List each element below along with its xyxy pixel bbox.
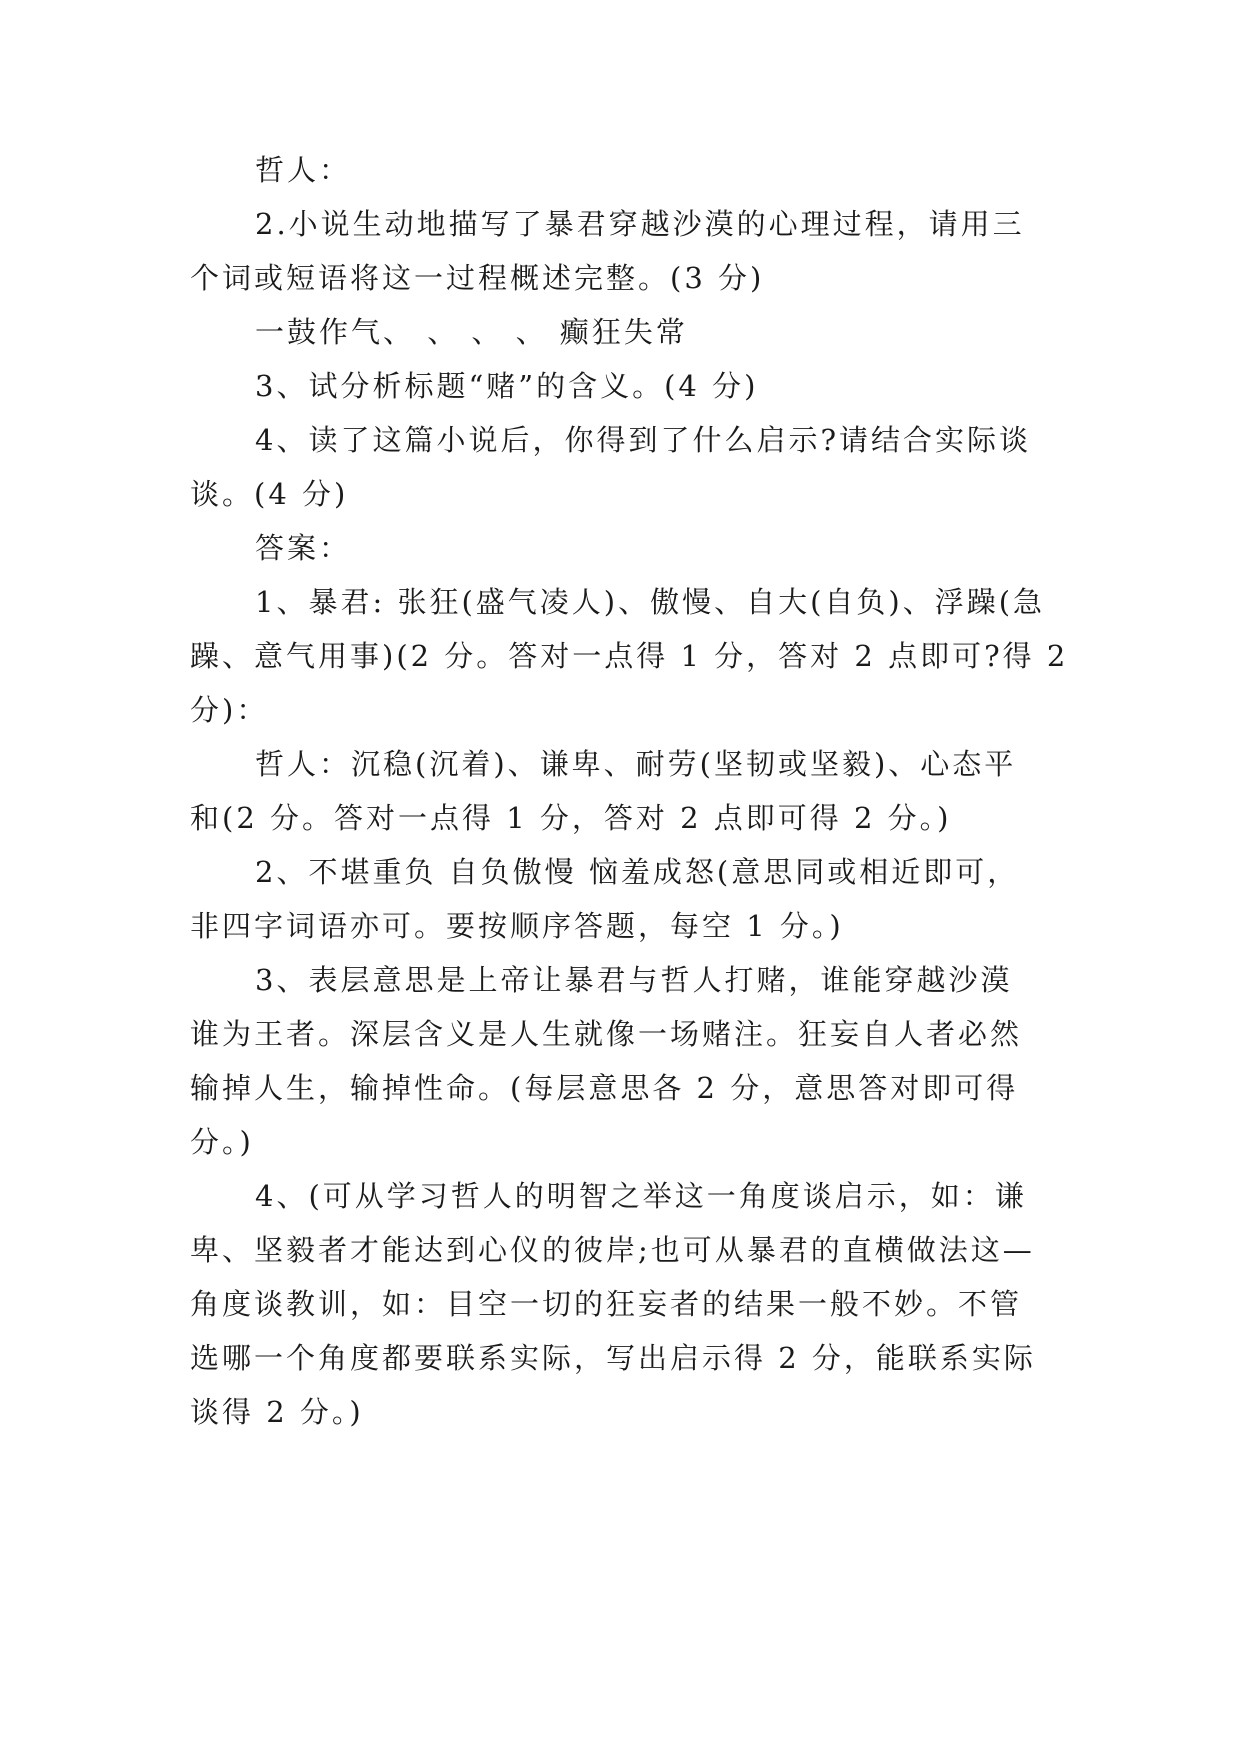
text-line: 2、不堪重负 自负傲慢 恼羞成怒(意思同或相近即可，: [255, 855, 1020, 889]
text-line: 3、表层意思是上帝让暴君与哲人打赌，谁能穿越沙漠: [255, 963, 1013, 997]
text-line: 和(2 分。答对一点得 1 分，答对 2 点即可得 2 分。): [190, 801, 952, 835]
text-line: 2.小说生动地描写了暴君穿越沙漠的心理过程，请用三: [255, 207, 1025, 241]
text-line: 分。): [190, 1125, 254, 1159]
text-line: 1、暴君: 张狂(盛气凌人)、傲慢、自大(自负)、浮躁(急: [255, 585, 1046, 619]
text-line: 哲人：沉稳(沉着)、谦卑、耐劳(坚韧或坚毅)、心态平: [255, 747, 1017, 781]
text-line: 输掉人生，输掉性命。(每层意思各 2 分，意思答对即可得: [190, 1071, 1019, 1105]
text-line: 谈。(4 分): [190, 477, 349, 511]
text-line: 躁、意气用事)(2 分。答对一点得 1 分，答对 2 点即可?得 2: [190, 639, 1069, 673]
text-line: 谁为王者。深层含义是人生就像一场赌注。狂妄自人者必然: [190, 1017, 1023, 1051]
text-line: 选哪一个角度都要联系实际，写出启示得 2 分，能联系实际: [190, 1341, 1036, 1375]
text-line: 谈得 2 分。): [190, 1395, 364, 1429]
text-line: 非四字词语亦可。要按顺序答题，每空 1 分。): [190, 909, 844, 943]
text-line: 个词或短语将这一过程概述完整。(3 分): [190, 261, 765, 295]
text-line: 卑、坚毅者才能达到心仪的彼岸;也可从暴君的直横做法这—: [190, 1233, 1035, 1267]
text-line: 分)：: [190, 693, 269, 727]
text-line: 哲人：: [255, 153, 352, 187]
text-line: 一鼓作气、 、 、 、 癫狂失常: [255, 315, 688, 349]
text-line: 4、(可从学习哲人的明智之举这一角度谈启示，如：谦: [255, 1179, 1027, 1213]
text-line: 角度谈教训，如：目空一切的狂妄者的结果一般不妙。不管: [190, 1287, 1023, 1321]
text-line: 4、读了这篇小说后，你得到了什么启示?请结合实际谈: [255, 423, 1031, 457]
text-line: 3、试分析标题“赌”的含义。(4 分): [255, 369, 759, 403]
text-line: 答案：: [255, 531, 352, 565]
